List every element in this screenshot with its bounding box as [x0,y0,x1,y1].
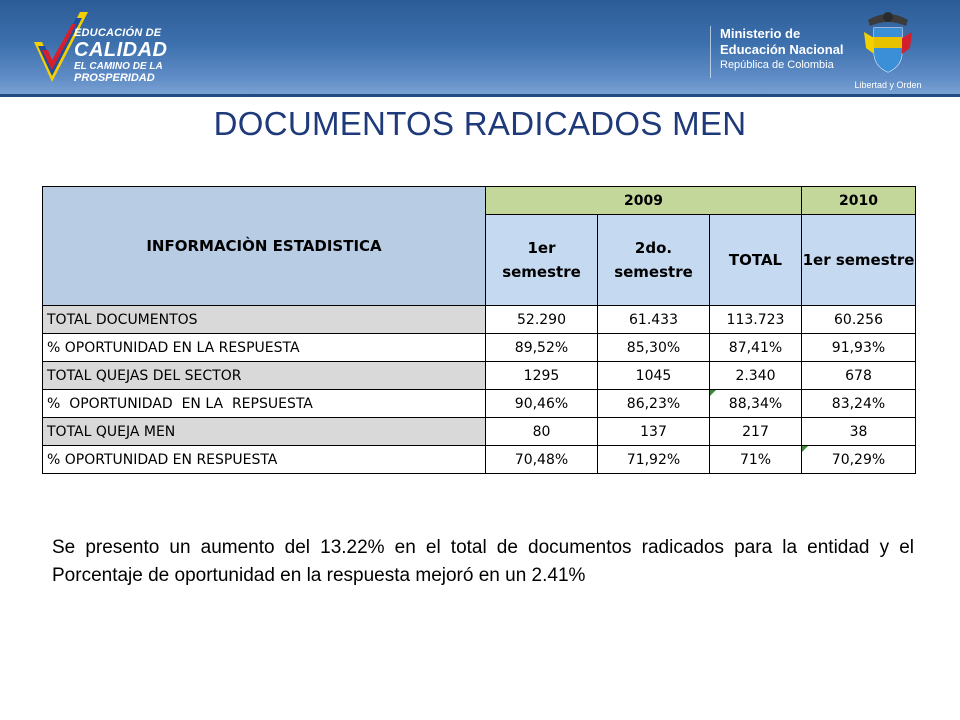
table-row-oportunidad-en-respuesta [43,446,916,474]
logo-text-line-1: EDUCACIÓN DE [74,27,162,39]
row-label: % OPORTUNIDAD EN RESPUESTA [43,446,486,474]
page-title: DOCUMENTOS RADICADOS MEN [213,105,747,142]
table-row-total-documentos [43,306,916,334]
table-cell: 2.340 [710,362,802,390]
table-row-oportunidad-respuesta [43,334,916,362]
table-cell: 87,41% [710,334,802,362]
table-cell: 70,29% [802,446,916,474]
table-cell: 85,30% [598,334,710,362]
column-header-2009-second-semester: 2do. semestre [598,215,710,306]
table-cell: 80 [486,418,598,446]
ministry-name [720,26,855,73]
table-cell: 137 [598,418,710,446]
year-header-2010: 2010 [802,187,916,215]
table-cell: 217 [710,418,802,446]
row-label: TOTAL QUEJAS DEL SECTOR [43,362,486,390]
coat-of-arms-icon [858,8,918,78]
table-cell: 91,93% [802,334,916,362]
table-cell: 38 [802,418,916,446]
row-label: TOTAL DOCUMENTOS [43,306,486,334]
motto-text: Libertad y Orden [854,80,922,90]
table-cell: 1045 [598,362,710,390]
year-header-2009: 2009 [486,187,802,215]
row-label: % OPORTUNIDAD EN LA REPSUESTA [43,390,486,418]
table-cell: 71% [710,446,802,474]
column-header-2009-first-semester: 1er semestre [486,215,598,306]
table-cell: 83,24% [802,390,916,418]
header-banner [0,0,960,97]
logo-text-line-3: EL CAMINO DE LA [74,61,163,72]
table-cell: 1295 [486,362,598,390]
statistics-table [42,186,916,474]
column-header-2009-total: TOTAL [710,215,802,306]
ministry-divider [710,26,711,78]
table-row-total-quejas-sector [43,362,916,390]
educacion-de-calidad-logo [30,8,200,90]
table-cell: 71,92% [598,446,710,474]
table-cell: 678 [802,362,916,390]
ministry-line-1: Ministerio de [720,26,801,41]
table-cell: 60.256 [802,306,916,334]
year-header-row [43,187,916,215]
table-cell: 89,52% [486,334,598,362]
ministry-line-2: Educación Nacional [720,42,844,57]
coat-of-arms [852,8,924,92]
table-cell: 90,46% [486,390,598,418]
table-row-oportunidad-repsuesta [43,390,916,418]
summary-paragraph: Se presento un aumento del 13.22% en el total de documentos radicados para la entidad y el Porcentaje de oportunidad en la respuesta mejoró en un 2.41% [52,537,914,586]
table-cell: 61.433 [598,306,710,334]
logo-text-line-2: CALIDAD [74,39,168,61]
row-label: TOTAL QUEJA MEN [43,418,486,446]
table-cell: 86,23% [598,390,710,418]
ministry-line-3: República de Colombia [720,59,834,71]
table-row-total-queja-men [43,418,916,446]
table-corner-header: INFORMACIÒN ESTADISTICA [43,187,486,306]
table-cell: 52.290 [486,306,598,334]
logo-text-line-4: PROSPERIDAD [74,72,155,84]
table-cell: 70,48% [486,446,598,474]
row-label: % OPORTUNIDAD EN LA RESPUESTA [43,334,486,362]
table-cell: 113.723 [710,306,802,334]
table-cell: 88,34% [710,390,802,418]
column-header-2010-first-semester: 1er semestre [802,215,916,306]
